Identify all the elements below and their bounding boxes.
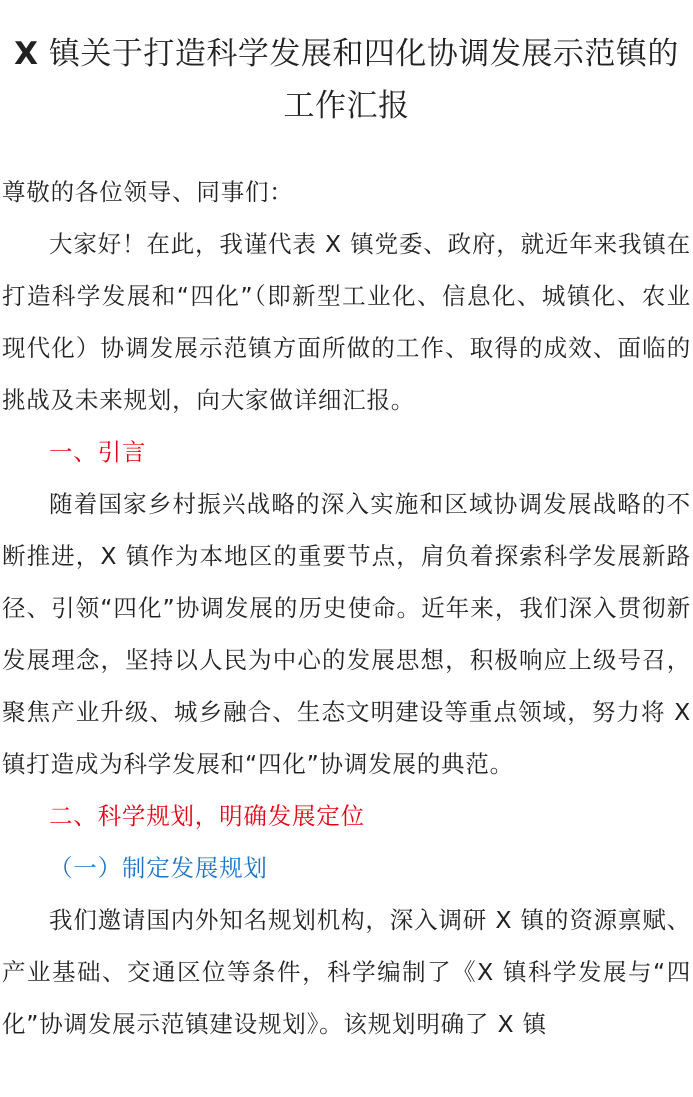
plan-paragraph: 我们邀请国内外知名规划机构，深入调研 X 镇的资源禀赋、产业基础、交通区位等条件，科学编制了《X 镇科学发展与“四化”协调发展示范镇建设规划》。该规划明确了 X 镇 bbox=[2, 906, 691, 1038]
subsection-heading-plan: （一）制定发展规划 bbox=[49, 854, 268, 882]
document-title: X 镇关于打造科学发展和四化协调发展示范镇的工作汇报 bbox=[14, 36, 679, 124]
document-body bbox=[0, 166, 693, 1050]
intro-paragraph: 大家好！在此，我谨代表 X 镇党委、政府，就近年来我镇在打造科学发展和“四化”（即新型工业化、信息化、城镇化、农业现代化）协调发展示范镇方面所做的工作、取得的成效、面临的挑战及未来规划，向大家做详细汇报。 bbox=[2, 230, 691, 414]
section-heading-introduction: 一、引言 bbox=[49, 438, 147, 466]
section-heading-planning: 二、科学规划，明确发展定位 bbox=[49, 802, 365, 830]
greeting: 尊敬的各位领导、同事们： bbox=[2, 178, 294, 206]
introduction-paragraph: 随着国家乡村振兴战略的深入实施和区域协调发展战略的不断推进，X 镇作为本地区的重要节点，肩负着探索科学发展新路径、引领“四化”协调发展的历史使命。近年来，我们深入贯彻新发展理念，坚持以人民为中心的发展思想，积极响应上级号召，聚焦产业升级、城乡融合、生态文明建设等重点领域，努力将 X 镇打造成为科学发展和“四化”协调发展的典范。 bbox=[2, 490, 691, 778]
